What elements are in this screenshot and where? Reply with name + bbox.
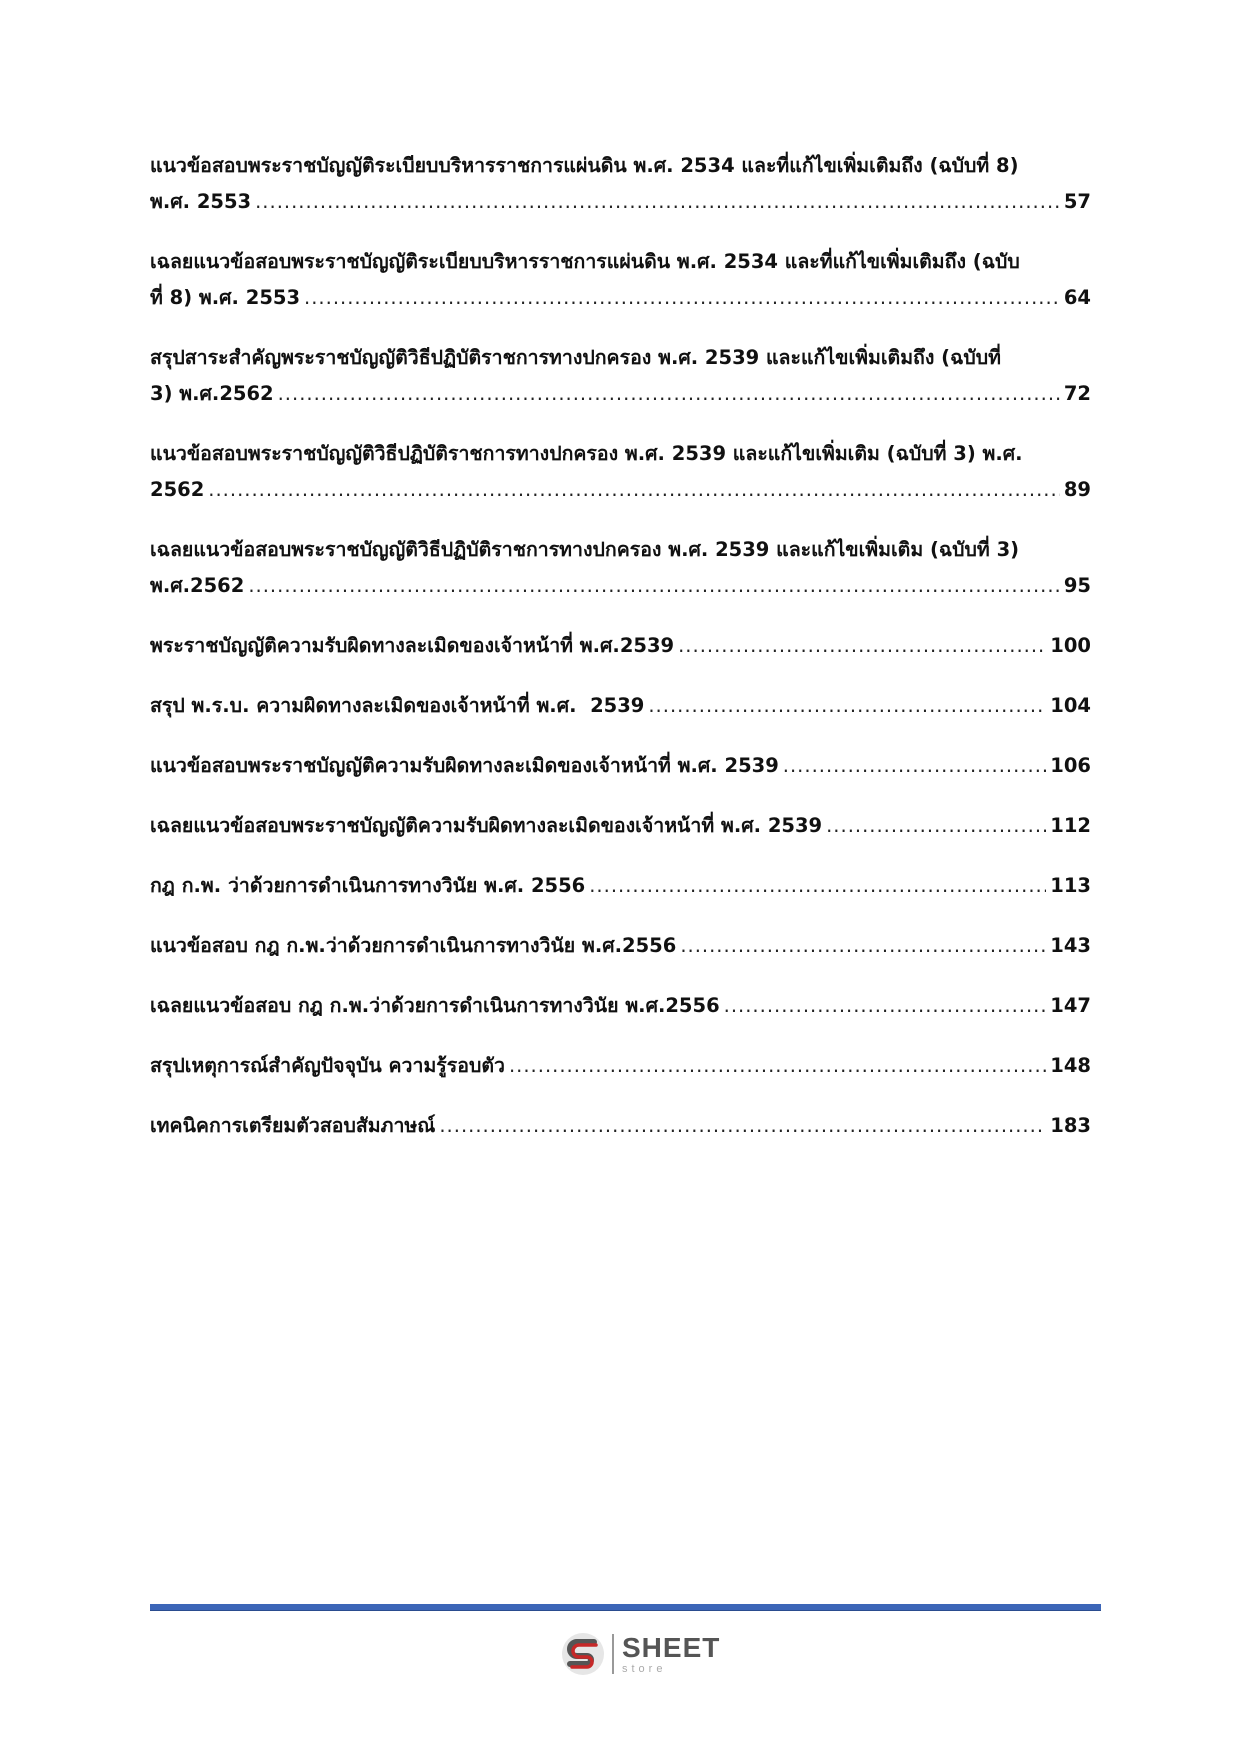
toc-entry-title-line1: แนวข้อสอบพระราชบัญญัติระเบียบบริหารราชการแผ่นดิน พ.ศ. 2534 และที่แก้ไขเพิ่มเติมถึง (ฉบับที่ 8) bbox=[150, 154, 1019, 177]
toc-entry-row bbox=[150, 988, 1091, 1024]
dot-leader bbox=[783, 748, 1047, 784]
toc-entry[interactable] bbox=[150, 628, 1091, 664]
dot-leader bbox=[589, 868, 1046, 904]
toc-entry-title-line1: เฉลยแนวข้อสอบพระราชบัญญัติระเบียบบริหารราชการแผ่นดิน พ.ศ. 2534 และที่แก้ไขเพิ่มเติมถึง (ฉบับ bbox=[150, 250, 1020, 273]
dot-leader bbox=[680, 928, 1046, 964]
toc-entry-title-line1: เฉลยแนวข้อสอบพระราชบัญญัติวิธีปฏิบัติราชการทางปกครอง พ.ศ. 2539 และแก้ไขเพิ่มเติม (ฉบับที่ 3) bbox=[150, 538, 1020, 561]
dot-leader bbox=[678, 628, 1046, 664]
logo-wordmark bbox=[622, 1631, 721, 1675]
dot-leader bbox=[208, 472, 1060, 508]
dot-leader bbox=[826, 808, 1046, 844]
dot-leader bbox=[724, 988, 1047, 1024]
toc-entry-title: แนวข้อสอบ กฎ ก.พ.ว่าด้วยการดำเนินการทางวินัย พ.ศ.2556 bbox=[150, 934, 677, 957]
toc-entry[interactable] bbox=[150, 148, 1091, 220]
toc-entry-row bbox=[150, 868, 1091, 904]
toc-entry-title: แนวข้อสอบพระราชบัญญัติความรับผิดทางละเมิดของเจ้าหน้าที่ พ.ศ. 2539 bbox=[150, 754, 779, 777]
table-of-contents bbox=[150, 148, 1091, 1168]
dot-leader bbox=[304, 280, 1060, 316]
logo-subtext: store bbox=[622, 1662, 667, 1675]
toc-page-number: 113 bbox=[1050, 874, 1091, 897]
toc-entry-title-line1: สรุปสาระสำคัญพระราชบัญญัติวิธีปฏิบัติราชการทางปกครอง พ.ศ. 2539 และแก้ไขเพิ่มเติมถึง (ฉบับที่ bbox=[150, 346, 1001, 369]
toc-entry[interactable] bbox=[150, 1048, 1091, 1084]
toc-entry-row bbox=[150, 1048, 1091, 1084]
toc-entry-row bbox=[150, 688, 1091, 724]
toc-entry-row bbox=[150, 280, 1091, 316]
toc-entry-row bbox=[150, 628, 1091, 664]
toc-entry[interactable] bbox=[150, 748, 1091, 784]
toc-page-number: 183 bbox=[1050, 1114, 1091, 1137]
toc-entry-title-line2: ที่ 8) พ.ศ. 2553 bbox=[150, 286, 301, 309]
toc-entry-row bbox=[150, 928, 1091, 964]
toc-entry-title-line2: พ.ศ.2562 bbox=[150, 574, 245, 597]
toc-page-number: 148 bbox=[1050, 1054, 1091, 1077]
toc-page-number: 147 bbox=[1050, 994, 1091, 1017]
toc-page-number: 106 bbox=[1050, 754, 1091, 777]
toc-entry-title: สรุปเหตุการณ์สำคัญปัจจุบัน ความรู้รอบตัว bbox=[150, 1054, 505, 1077]
toc-entry[interactable] bbox=[150, 340, 1091, 412]
toc-page-number: 104 bbox=[1050, 694, 1091, 717]
dot-leader bbox=[439, 1108, 1046, 1144]
toc-entry[interactable] bbox=[150, 808, 1091, 844]
toc-entry[interactable] bbox=[150, 928, 1091, 964]
toc-entry-title: เทคนิคการเตรียมตัวสอบสัมภาษณ์ bbox=[150, 1114, 436, 1137]
toc-entry-row bbox=[150, 184, 1091, 220]
toc-entry-row bbox=[150, 808, 1091, 844]
toc-entry-row bbox=[150, 1108, 1091, 1144]
toc-entry[interactable] bbox=[150, 1108, 1091, 1144]
toc-entry-row bbox=[150, 376, 1091, 412]
toc-page-number: 64 bbox=[1063, 286, 1091, 309]
dot-leader bbox=[255, 184, 1060, 220]
toc-page-number: 72 bbox=[1063, 382, 1091, 405]
toc-entry-title: เฉลยแนวข้อสอบ กฎ ก.พ.ว่าด้วยการดำเนินการทางวินัย พ.ศ.2556 bbox=[150, 994, 720, 1017]
logo-text: SHEET bbox=[622, 1631, 721, 1663]
footer-divider bbox=[150, 1604, 1101, 1611]
dot-leader bbox=[248, 568, 1060, 604]
toc-entry-title-line2: 3) พ.ศ.2562 bbox=[150, 382, 274, 405]
toc-entry[interactable] bbox=[150, 436, 1091, 508]
toc-entry[interactable] bbox=[150, 988, 1091, 1024]
sheet-store-logo-icon bbox=[560, 1631, 606, 1677]
dot-leader bbox=[648, 688, 1046, 724]
toc-entry-title: สรุป พ.ร.บ. ความผิดทางละเมิดของเจ้าหน้าที่ พ.ศ. 2539 bbox=[150, 694, 645, 717]
toc-page-number: 89 bbox=[1063, 478, 1091, 501]
dot-leader bbox=[509, 1048, 1046, 1084]
toc-entry-title-line2: 2562 bbox=[150, 478, 205, 501]
toc-entry[interactable] bbox=[150, 244, 1091, 316]
toc-entry-title: กฎ ก.พ. ว่าด้วยการดำเนินการทางวินัย พ.ศ. 2556 bbox=[150, 874, 586, 897]
toc-entry-title: พระราชบัญญัติความรับผิดทางละเมิดของเจ้าหน้าที่ พ.ศ.2539 bbox=[150, 634, 675, 657]
toc-page-number: 100 bbox=[1050, 634, 1091, 657]
toc-entry-title-line2: พ.ศ. 2553 bbox=[150, 190, 252, 213]
toc-page-number: 57 bbox=[1063, 190, 1091, 213]
toc-entry-title-line1: แนวข้อสอบพระราชบัญญัติวิธีปฏิบัติราชการทางปกครอง พ.ศ. 2539 และแก้ไขเพิ่มเติม (ฉบับที่ 3) พ.ศ. bbox=[150, 442, 1023, 465]
toc-page-number: 112 bbox=[1050, 814, 1091, 837]
toc-page-number: 143 bbox=[1050, 934, 1091, 957]
toc-entry[interactable] bbox=[150, 688, 1091, 724]
sheet-store-logo bbox=[560, 1628, 720, 1680]
dot-leader bbox=[278, 376, 1060, 412]
toc-entry[interactable] bbox=[150, 868, 1091, 904]
toc-entry-row bbox=[150, 748, 1091, 784]
toc-page-number: 95 bbox=[1063, 574, 1091, 597]
toc-entry-row bbox=[150, 472, 1091, 508]
toc-entry-row bbox=[150, 568, 1091, 604]
toc-entry-title: เฉลยแนวข้อสอบพระราชบัญญัติความรับผิดทางละเมิดของเจ้าหน้าที่ พ.ศ. 2539 bbox=[150, 814, 823, 837]
logo-divider bbox=[612, 1634, 614, 1674]
toc-entry[interactable] bbox=[150, 532, 1091, 604]
